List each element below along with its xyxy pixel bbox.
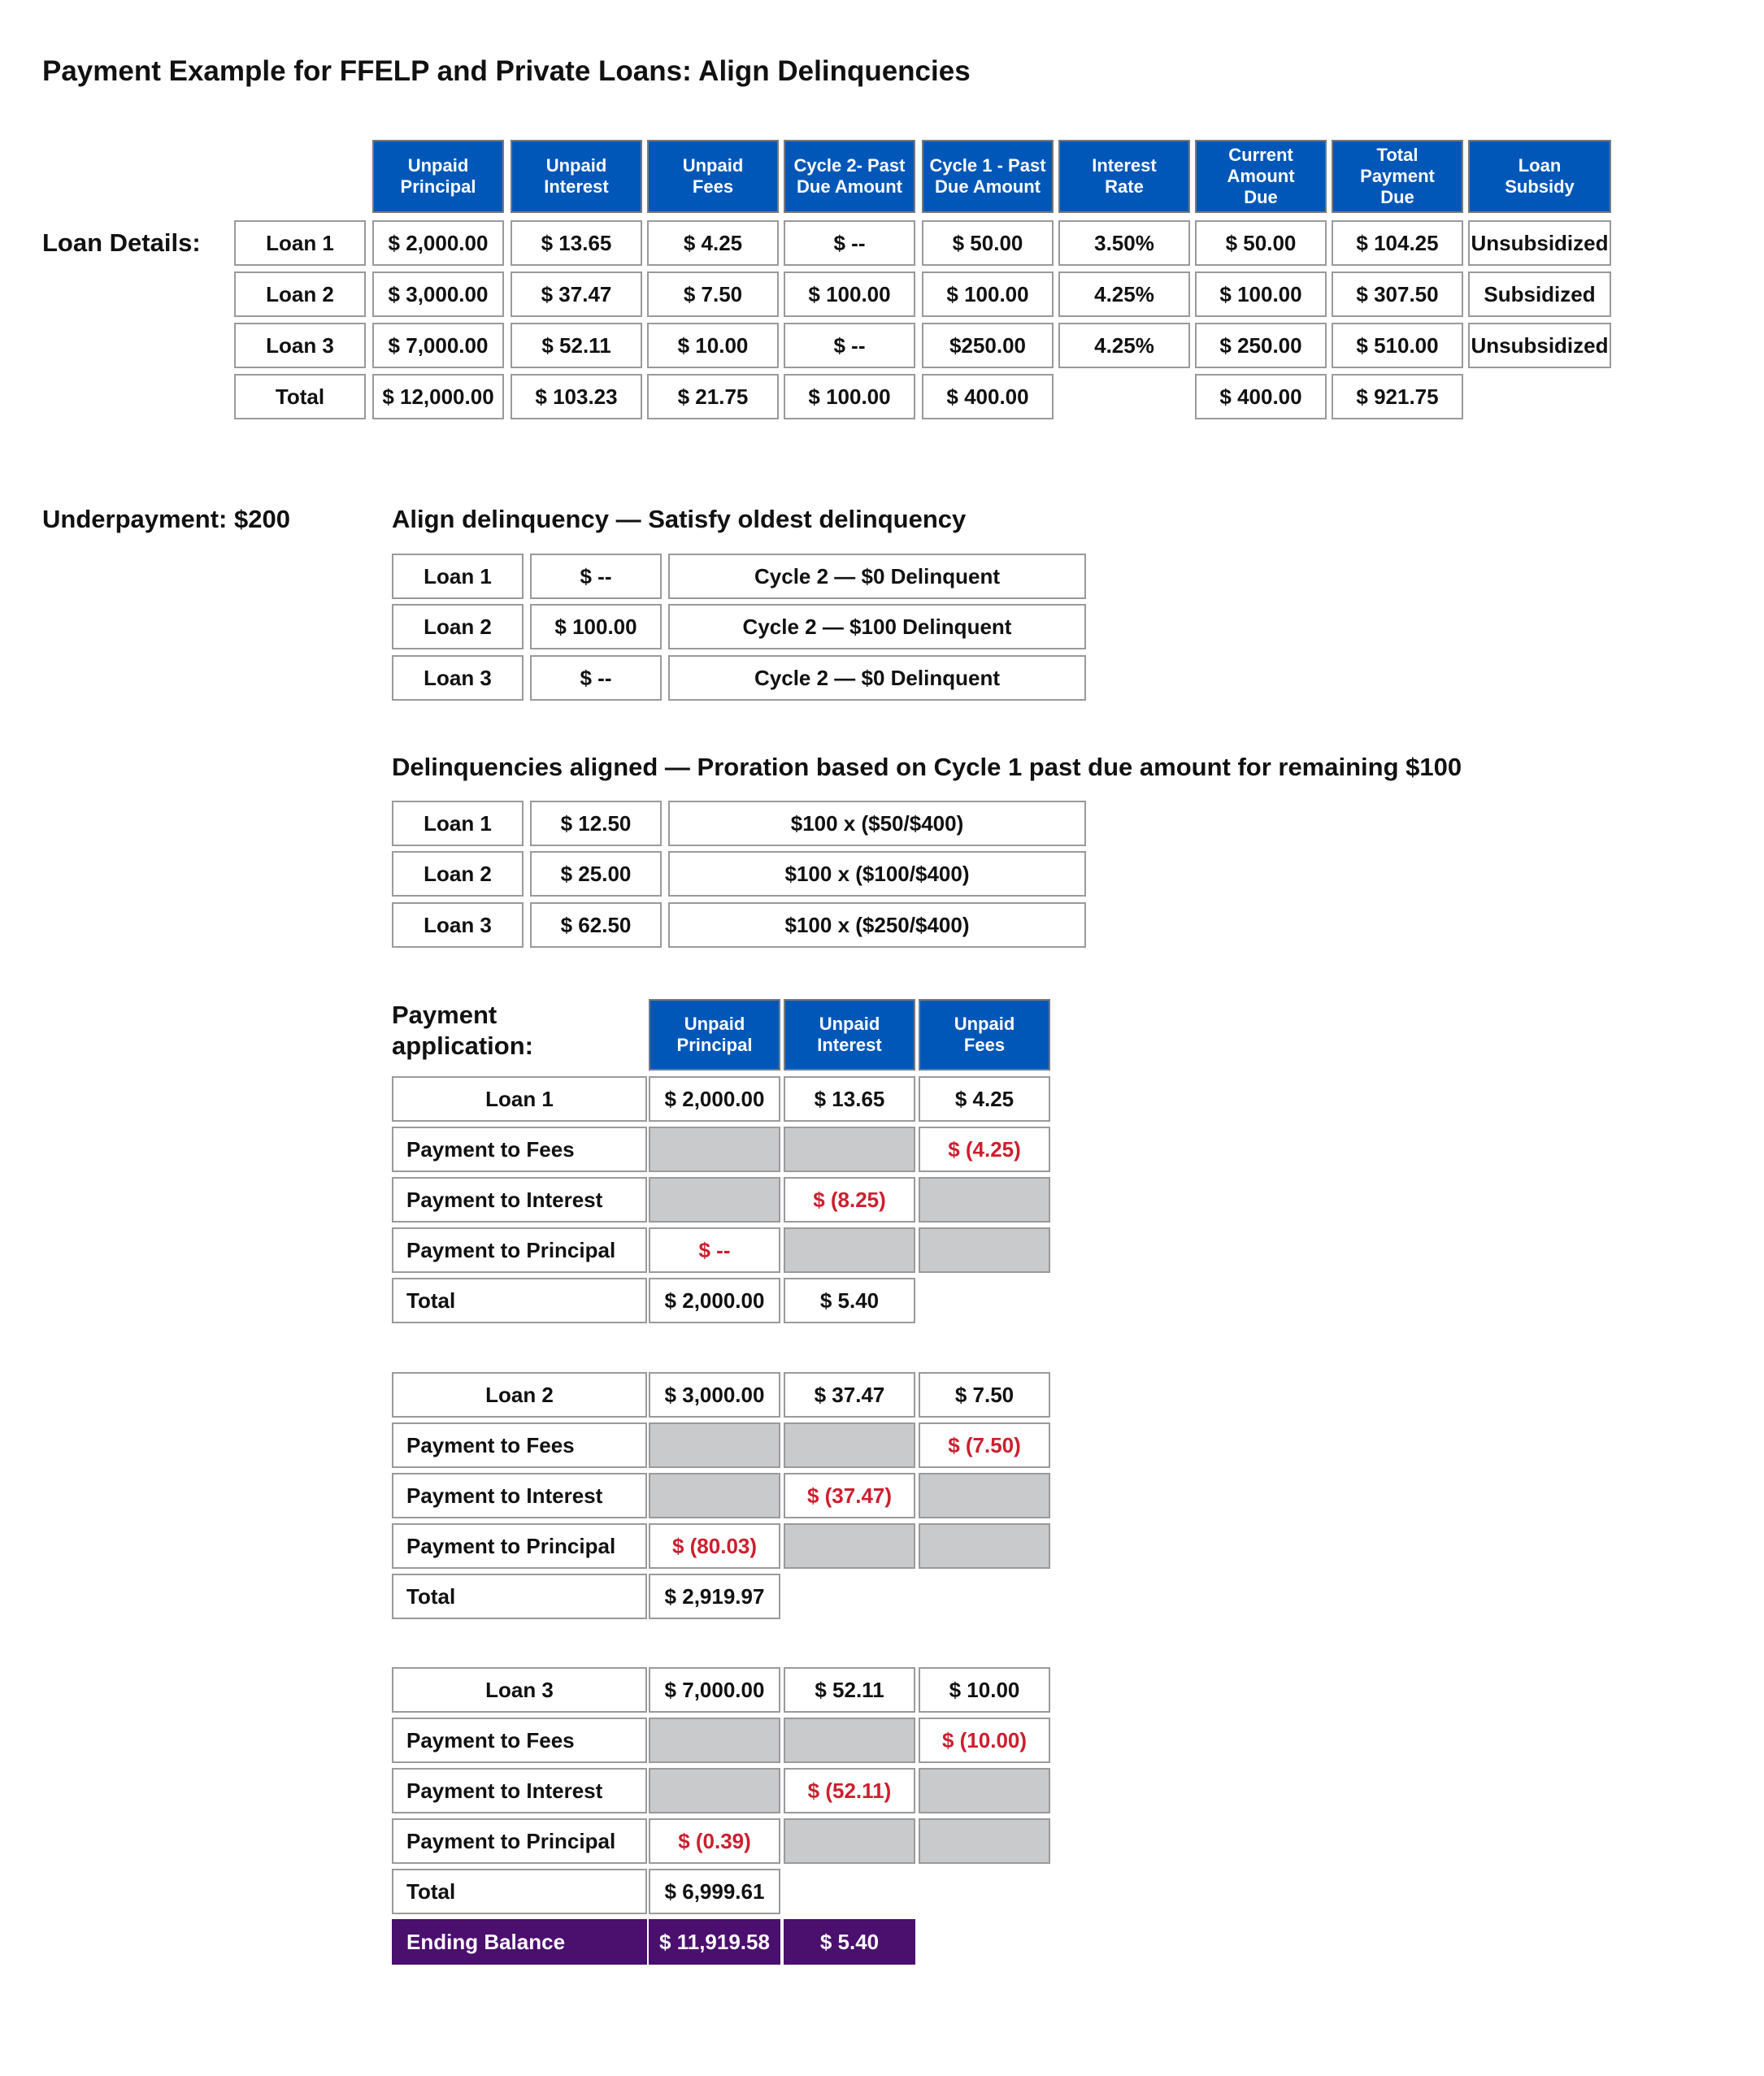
payment-to-interest-label: Payment to Interest [392, 1473, 647, 1518]
payment-fees-value: $ (7.50) [919, 1422, 1050, 1468]
total-label: Total [392, 1574, 647, 1619]
table-cell: Unsubsidized [1468, 220, 1611, 266]
table-cell: $ 104.25 [1332, 220, 1463, 266]
payment-principal-value: $ -- [649, 1227, 780, 1273]
amount-cell: $ 12.50 [530, 801, 662, 846]
shaded-cell [784, 1127, 915, 1172]
shaded-cell [919, 1768, 1050, 1813]
principal-cell: $ 2,000.00 [649, 1076, 780, 1122]
loan-label: Loan 3 [392, 655, 524, 701]
interest-cell: $ 52.11 [784, 1667, 915, 1713]
note-cell: Cycle 2 — $0 Delinquent [668, 655, 1086, 701]
table-cell: $ 13.65 [511, 220, 642, 266]
payment-to-interest-label: Payment to Interest [392, 1177, 647, 1223]
shaded-cell [649, 1718, 780, 1763]
table-cell: 4.25% [1058, 271, 1190, 317]
amount-cell: $ 62.50 [530, 902, 662, 948]
table-cell: 4.25% [1058, 323, 1190, 368]
shaded-cell [919, 1473, 1050, 1518]
align-heading: Align delinquency — Satisfy oldest delinquency [392, 505, 967, 533]
payment-to-fees-label: Payment to Fees [392, 1127, 647, 1172]
table-cell: Subsidized [1468, 271, 1611, 317]
table-cell: $ 250.00 [1195, 323, 1327, 368]
loan-label: Loan 2 [392, 604, 524, 649]
fees-cell: $ 10.00 [919, 1667, 1050, 1713]
payment-fees-value: $ (10.00) [919, 1718, 1050, 1763]
payment-interest-value: $ (8.25) [784, 1177, 915, 1223]
column-header: Unpaid Fees [919, 999, 1050, 1071]
amount-cell: $ 100.00 [530, 604, 662, 649]
table-cell: $ 2,000.00 [372, 220, 504, 266]
payment-to-principal-label: Payment to Principal [392, 1523, 647, 1569]
total-principal: $ 2,000.00 [649, 1278, 780, 1323]
fees-cell: $ 4.25 [919, 1076, 1050, 1122]
table-cell: $ 3,000.00 [372, 271, 504, 317]
loan-label: Loan 1 [392, 801, 524, 846]
total-label: Total [392, 1278, 647, 1323]
page-title: Payment Example for FFELP and Private Loans: Align Delinquencies [42, 55, 971, 87]
row-label: Total [234, 374, 366, 419]
payment-to-principal-label: Payment to Principal [392, 1818, 647, 1864]
shaded-cell [919, 1227, 1050, 1273]
payment-fees-value: $ (4.25) [919, 1127, 1050, 1172]
shaded-cell [784, 1523, 915, 1569]
table-cell: $ 21.75 [647, 374, 779, 419]
row-label: Loan 2 [234, 271, 366, 317]
table-cell: $ 50.00 [922, 220, 1054, 266]
shaded-cell [919, 1177, 1050, 1223]
table-cell: $ 12,000.00 [372, 374, 504, 419]
table-cell: $ 50.00 [1195, 220, 1327, 266]
column-header: Unpaid Principal [649, 999, 780, 1071]
column-header: Cycle 2- Past Due Amount [784, 140, 915, 213]
shaded-cell [649, 1127, 780, 1172]
table-cell: $ 100.00 [922, 271, 1054, 317]
note-cell: $100 x ($250/$400) [668, 902, 1086, 948]
shaded-cell [649, 1473, 780, 1518]
loan-label: Loan 3 [392, 902, 524, 948]
payment-principal-value: $ (80.03) [649, 1523, 780, 1569]
column-header: Cycle 1 - Past Due Amount [922, 140, 1054, 213]
table-cell: $ 100.00 [784, 271, 915, 317]
shaded-cell [784, 1718, 915, 1763]
table-cell: $ 7.50 [647, 271, 779, 317]
table-cell: $ -- [784, 220, 915, 266]
row-label: Loan 3 [234, 323, 366, 368]
table-cell: $ 510.00 [1332, 323, 1463, 368]
loan-name: Loan 3 [392, 1667, 647, 1713]
table-cell: $ 921.75 [1332, 374, 1463, 419]
interest-cell: $ 13.65 [784, 1076, 915, 1122]
column-header: Unpaid Interest [511, 140, 642, 213]
total-interest: $ 5.40 [784, 1278, 915, 1323]
payment-principal-value: $ (0.39) [649, 1818, 780, 1864]
ending-balance-interest: $ 5.40 [784, 1919, 915, 1965]
amount-cell: $ 25.00 [530, 851, 662, 897]
principal-cell: $ 3,000.00 [649, 1372, 780, 1418]
table-cell: $ 37.47 [511, 271, 642, 317]
table-cell: Unsubsidized [1468, 323, 1611, 368]
ending-balance-label: Ending Balance [392, 1919, 647, 1965]
ending-balance-principal: $ 11,919.58 [649, 1919, 780, 1965]
column-header: Current Amount Due [1195, 140, 1327, 213]
shaded-cell [919, 1818, 1050, 1864]
table-cell: $ 307.50 [1332, 271, 1463, 317]
table-cell: $ 100.00 [784, 374, 915, 419]
loan-name: Loan 1 [392, 1076, 647, 1122]
table-cell: $ 400.00 [922, 374, 1054, 419]
total-label: Total [392, 1869, 647, 1914]
amount-cell: $ -- [530, 554, 662, 599]
column-header: Unpaid Interest [784, 999, 915, 1071]
total-principal: $ 2,919.97 [649, 1574, 780, 1619]
column-header: Total Payment Due [1332, 140, 1463, 213]
loan-name: Loan 2 [392, 1372, 647, 1418]
fees-cell: $ 7.50 [919, 1372, 1050, 1418]
payment-application-label: Payment application: [392, 1001, 533, 1060]
interest-cell: $ 37.47 [784, 1372, 915, 1418]
table-cell: $ 4.25 [647, 220, 779, 266]
table-cell: $ -- [784, 323, 915, 368]
total-principal: $ 6,999.61 [649, 1869, 780, 1914]
loan-label: Loan 1 [392, 554, 524, 599]
column-header: Unpaid Principal [372, 140, 504, 213]
note-cell: $100 x ($100/$400) [668, 851, 1086, 897]
payment-to-fees-label: Payment to Fees [392, 1718, 647, 1763]
row-label: Loan 1 [234, 220, 366, 266]
shaded-cell [919, 1523, 1050, 1569]
table-cell: $ 10.00 [647, 323, 779, 368]
table-cell: $250.00 [922, 323, 1054, 368]
table-cell: $ 103.23 [511, 374, 642, 419]
shaded-cell [649, 1422, 780, 1468]
payment-to-principal-label: Payment to Principal [392, 1227, 647, 1273]
table-cell: $ 52.11 [511, 323, 642, 368]
column-header: Loan Subsidy [1468, 140, 1611, 213]
principal-cell: $ 7,000.00 [649, 1667, 780, 1713]
table-cell: 3.50% [1058, 220, 1190, 266]
payment-to-fees-label: Payment to Fees [392, 1422, 647, 1468]
shaded-cell [784, 1818, 915, 1864]
amount-cell: $ -- [530, 655, 662, 701]
underpayment-label: Underpayment: $200 [42, 505, 290, 533]
column-header: Unpaid Fees [647, 140, 779, 213]
table-cell: $ 7,000.00 [372, 323, 504, 368]
payment-interest-value: $ (37.47) [784, 1473, 915, 1518]
shaded-cell [784, 1227, 915, 1273]
payment-interest-value: $ (52.11) [784, 1768, 915, 1813]
note-cell: $100 x ($50/$400) [668, 801, 1086, 846]
shaded-cell [649, 1768, 780, 1813]
note-cell: Cycle 2 — $100 Delinquent [668, 604, 1086, 649]
table-cell: $ 100.00 [1195, 271, 1327, 317]
shaded-cell [784, 1422, 915, 1468]
payment-to-interest-label: Payment to Interest [392, 1768, 647, 1813]
loan-details-label: Loan Details: [42, 228, 201, 257]
shaded-cell [649, 1177, 780, 1223]
loan-label: Loan 2 [392, 851, 524, 897]
proration-heading: Delinquencies aligned — Proration based on Cycle 1 past due amount for remaining $100 [392, 753, 1462, 781]
column-header: Interest Rate [1058, 140, 1190, 213]
table-cell: $ 400.00 [1195, 374, 1327, 419]
note-cell: Cycle 2 — $0 Delinquent [668, 554, 1086, 599]
